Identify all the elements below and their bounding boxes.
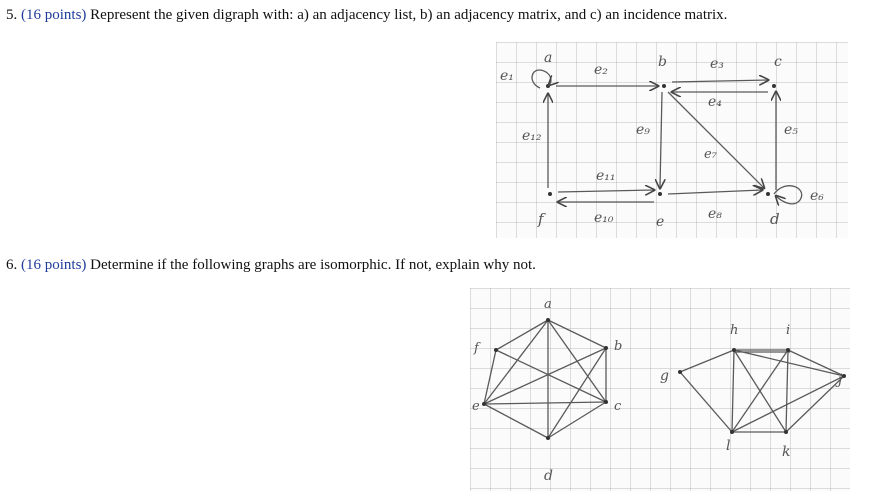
vertex-c (604, 400, 608, 404)
graph1-edge (548, 402, 606, 438)
edge-label-e10: e₁₀ (594, 210, 614, 226)
vertex-label-j: j (838, 372, 843, 388)
graph-2 (660, 323, 846, 460)
vertex-d (766, 192, 770, 196)
vertex-label-e: e (656, 214, 665, 230)
vertex-label-g: g (660, 368, 669, 384)
graph2-edge (732, 350, 788, 432)
vertex-label-h: h (730, 323, 739, 338)
edge-label-e9: e₉ (636, 122, 650, 138)
vertex-label-k: k (782, 444, 791, 460)
vertex-b (604, 346, 608, 350)
vertex-label-c: c (614, 399, 622, 414)
graph1-edge (484, 404, 548, 438)
edge-label-e1: e₁ (500, 68, 514, 84)
vertex-k (784, 430, 788, 434)
graph1-edge (484, 402, 606, 404)
vertex-label-d: d (544, 468, 553, 484)
graph2-edge (680, 372, 732, 432)
vertex-i (786, 348, 790, 352)
vertex-label-f: f (474, 341, 479, 356)
graph2-edge (732, 376, 844, 432)
digraph-figure (496, 42, 848, 238)
graph1-edge (496, 320, 548, 350)
graph-1 (472, 297, 622, 484)
graph2-edge (680, 350, 734, 372)
vertex-label-b: b (614, 339, 623, 354)
question-number: 6. (6, 257, 18, 273)
edge-e9 (660, 92, 662, 188)
edge-e8 (668, 190, 762, 194)
question-5 (6, 7, 727, 24)
vertex-a (546, 318, 550, 322)
vertex-label-b: b (658, 54, 667, 70)
edge-label-e3: e₃ (710, 56, 724, 72)
digraph-svg (496, 42, 848, 238)
edge-label-e2: e₂ (594, 62, 608, 78)
vertex-label-i: i (786, 323, 791, 338)
edge-label-e4: e₄ (708, 94, 722, 110)
vertex-j (842, 374, 846, 378)
question-points: (16 points) (21, 7, 87, 23)
vertex-e (482, 402, 486, 406)
vertex-d (546, 436, 550, 440)
edge-label-e12: e₁₂ (522, 128, 542, 144)
vertex-label-a: a (544, 297, 552, 312)
vertex-b (662, 84, 666, 88)
vertex-label-l: l (726, 438, 731, 454)
question-6 (6, 257, 536, 274)
vertex-label-a: a (544, 50, 553, 66)
question-text: Determine if the following graphs are isomorphic. If not, explain why not. (90, 257, 536, 273)
graphs-svg (470, 288, 850, 491)
edge-e11 (558, 190, 654, 192)
vertex-label-c: c (774, 54, 782, 70)
vertex-c (772, 84, 776, 88)
graph1-edge (496, 350, 606, 402)
question-points: (16 points) (21, 257, 87, 273)
graph2-edge (734, 350, 844, 376)
graph1-edge (548, 320, 606, 348)
graph2-edge (786, 376, 844, 432)
graph2-edge (788, 350, 844, 376)
question-number: 5. (6, 7, 18, 23)
vertex-label-e: e (472, 399, 480, 414)
vertex-e (658, 192, 662, 196)
edge-label-e6: e₆ (810, 188, 824, 204)
edge-e6 (774, 186, 802, 204)
edge-e3 (672, 80, 768, 82)
vertex-g (678, 370, 682, 374)
edge-label-e5: e₅ (784, 122, 798, 138)
graph2-edge (732, 350, 734, 432)
vertex-label-d: d (770, 210, 780, 228)
vertex-l (730, 430, 734, 434)
edge-label-e8: e₈ (708, 206, 722, 222)
isomorphism-figure (470, 288, 850, 491)
edge-label-e11: e₁₁ (596, 168, 616, 184)
vertex-h (732, 348, 736, 352)
vertex-f (548, 192, 552, 196)
vertex-f (494, 348, 498, 352)
edge-label-e7: e₇ (704, 147, 717, 162)
question-text: Represent the given digraph with: a) an adjacency list, b) an adjacency matrix, and c) an incidence matrix. (90, 7, 728, 23)
vertex-label-f: f (538, 210, 544, 228)
